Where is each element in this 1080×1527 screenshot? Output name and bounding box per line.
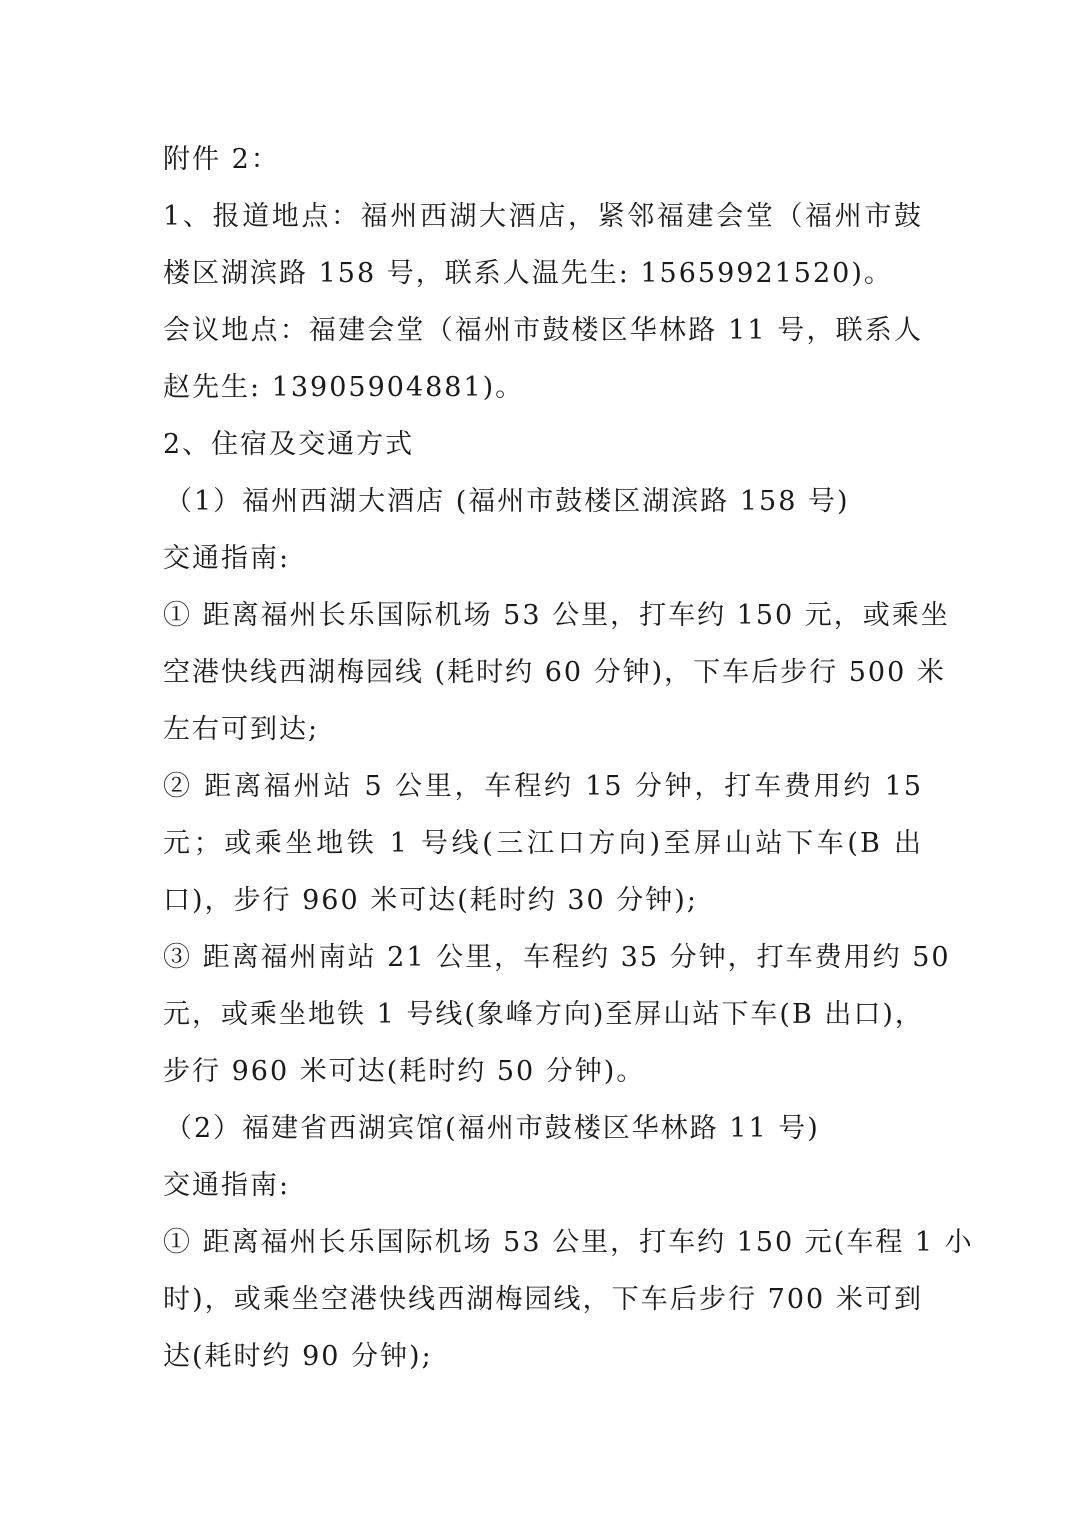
text-line: ③ 距离福州南站 21 公里，车程约 35 分钟，打车费用约 50 — [163, 942, 951, 973]
text-line: ① 距离福州长乐国际机场 53 公里，打车约 150 元，或乘坐 — [163, 600, 950, 631]
attachment-heading: 附件 2： — [163, 144, 280, 175]
text-line: 交通指南: — [163, 1170, 291, 1201]
text-line: 会议地点：福建会堂（福州市鼓楼区华林路 11 号，联系人 — [163, 315, 923, 346]
text-line: 空港快线西湖梅园线 (耗时约 60 分钟)，下车后步行 500 米 — [163, 657, 946, 688]
text-line: 口)，步行 960 米可达(耗时约 30 分钟); — [163, 885, 698, 916]
text-line: 元；或乘坐地铁 1 号线(三江口方向)至屏山站下车(B 出 — [163, 828, 923, 859]
text-line: 步行 960 米可达(耗时约 50 分钟)。 — [163, 1056, 646, 1087]
text-line: 元，或乘坐地铁 1 号线(象峰方向)至屏山站下车(B 出口)， — [163, 999, 924, 1030]
text-line: 时)，或乘坐空港快线西湖梅园线，下车后步行 700 米可到 — [163, 1284, 923, 1315]
text-line: ② 距离福州站 5 公里，车程约 15 分钟，打车费用约 15 — [163, 771, 923, 802]
text-line: ① 距离福州长乐国际机场 53 公里，打车约 150 元(车程 1 小 — [163, 1227, 974, 1258]
section-heading: 2、住宿及交通方式 — [163, 429, 415, 460]
subsection-heading: （1）福州西湖大酒店 (福州市鼓楼区湖滨路 158 号) — [165, 486, 850, 517]
subsection-heading: （2）福建省西湖宾馆(福州市鼓楼区华林路 11 号) — [165, 1113, 820, 1144]
text-line: 达(耗时约 90 分钟); — [163, 1341, 433, 1372]
text-line: 赵先生: 13905904881)。 — [163, 372, 525, 403]
text-line: 左右可到达; — [163, 714, 320, 745]
text-line: 楼区湖滨路 158 号，联系人温先生: 15659921520)。 — [163, 258, 893, 289]
text-line: 交通指南: — [163, 543, 291, 574]
text-line: 1、报道地点：福州西湖大酒店，紧邻福建会堂（福州市鼓 — [163, 201, 923, 232]
